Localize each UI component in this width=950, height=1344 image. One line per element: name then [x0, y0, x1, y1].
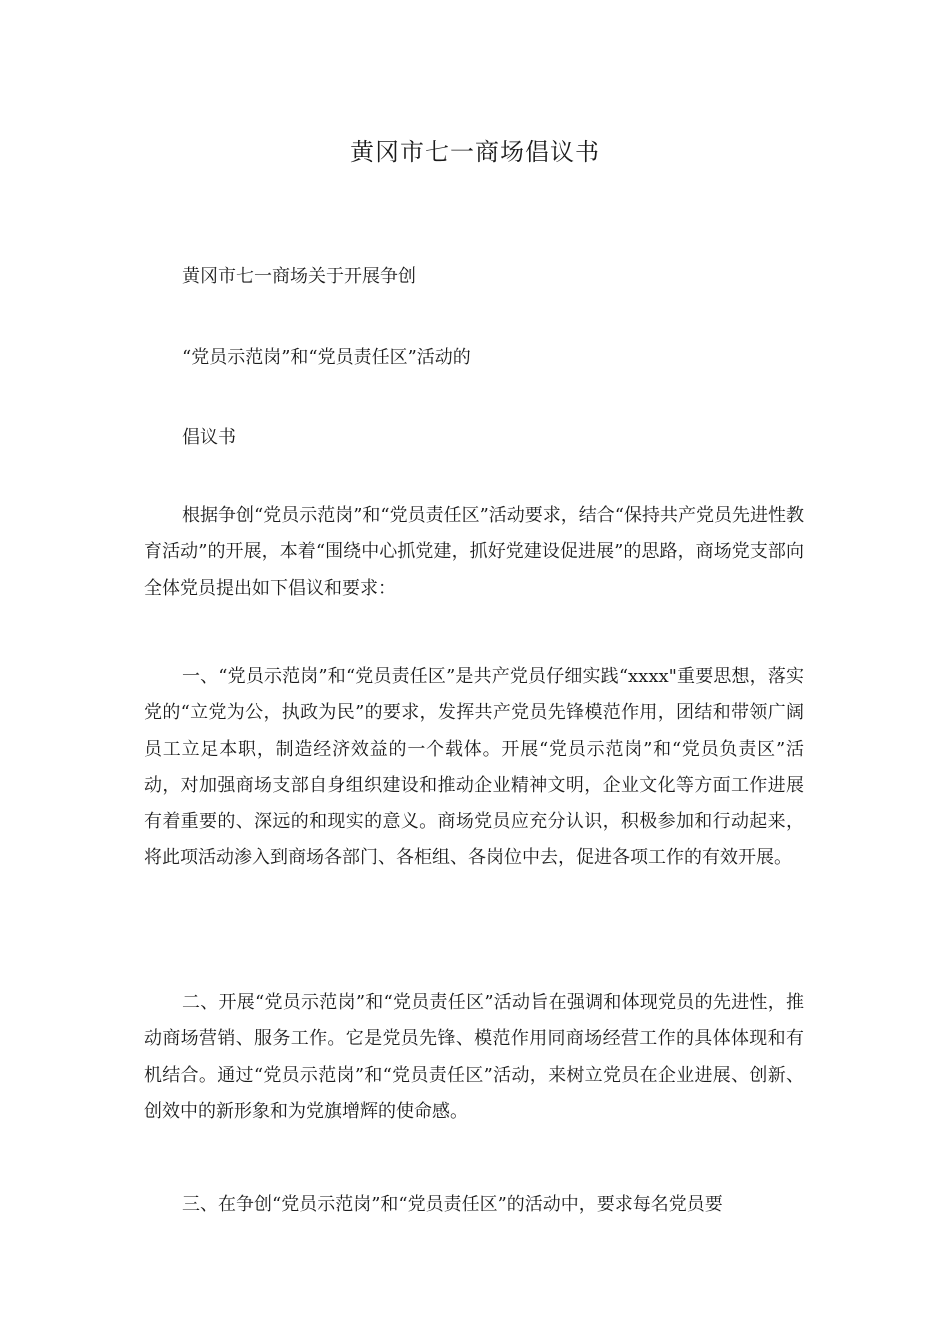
paragraph-point-3: 三、在争创“党员示范岗”和“党员责任区”的活动中，要求每名党员要: [182, 1194, 723, 1215]
paragraph-intro: 根据争创“党员示范岗”和“党员责任区”活动要求，结合“保持共产党员先进性教育活动”的开展，本着“围绕中心抓党建，抓好党建设促进展”的思路，商场党支部向全体党员提出如下倡议和要求：: [144, 505, 805, 599]
paragraph-point-1: 一、“党员示范岗”和“党员责任区”是共产党员仔细实践“xxxx"重要思想，落实党的“立党为公，执政为民”的要求，发挥共产党员先锋模范作用，团结和带领广阔员工立足本职，制造经济效益的一个载体。开展“党员示范岗”和“党员负责区”活动，对加强商场支部自身组织建设和推动企业精神文明，企业文化等方面工作进展有着重要的、深远的和现实的意义。商场党员应充分认识，积极参加和行动起来，将此项活动渗入到商场各部门、各柜组、各岗位中去，促进各项工作的有效开展。: [144, 666, 804, 869]
subtitle-line-3: 倡议书: [182, 427, 236, 448]
subtitle-line-2: “党员示范岗”和“党员责任区”活动的: [182, 347, 471, 368]
document-title: 黄冈市七一商场倡议书: [350, 138, 600, 166]
subtitle-line-1: 黄冈市七一商场关于开展争创: [182, 266, 416, 287]
paragraph-point-2: 二、开展“党员示范岗”和“党员责任区”活动旨在强调和体现党员的先进性，推动商场营销、服务工作。它是党员先锋、模范作用同商场经营工作的具体体现和有机结合。通过“党员示范岗”和“党员责任区”活动，来树立党员在企业进展、创新、创效中的新形象和为党旗增辉的使命感。: [144, 992, 804, 1122]
